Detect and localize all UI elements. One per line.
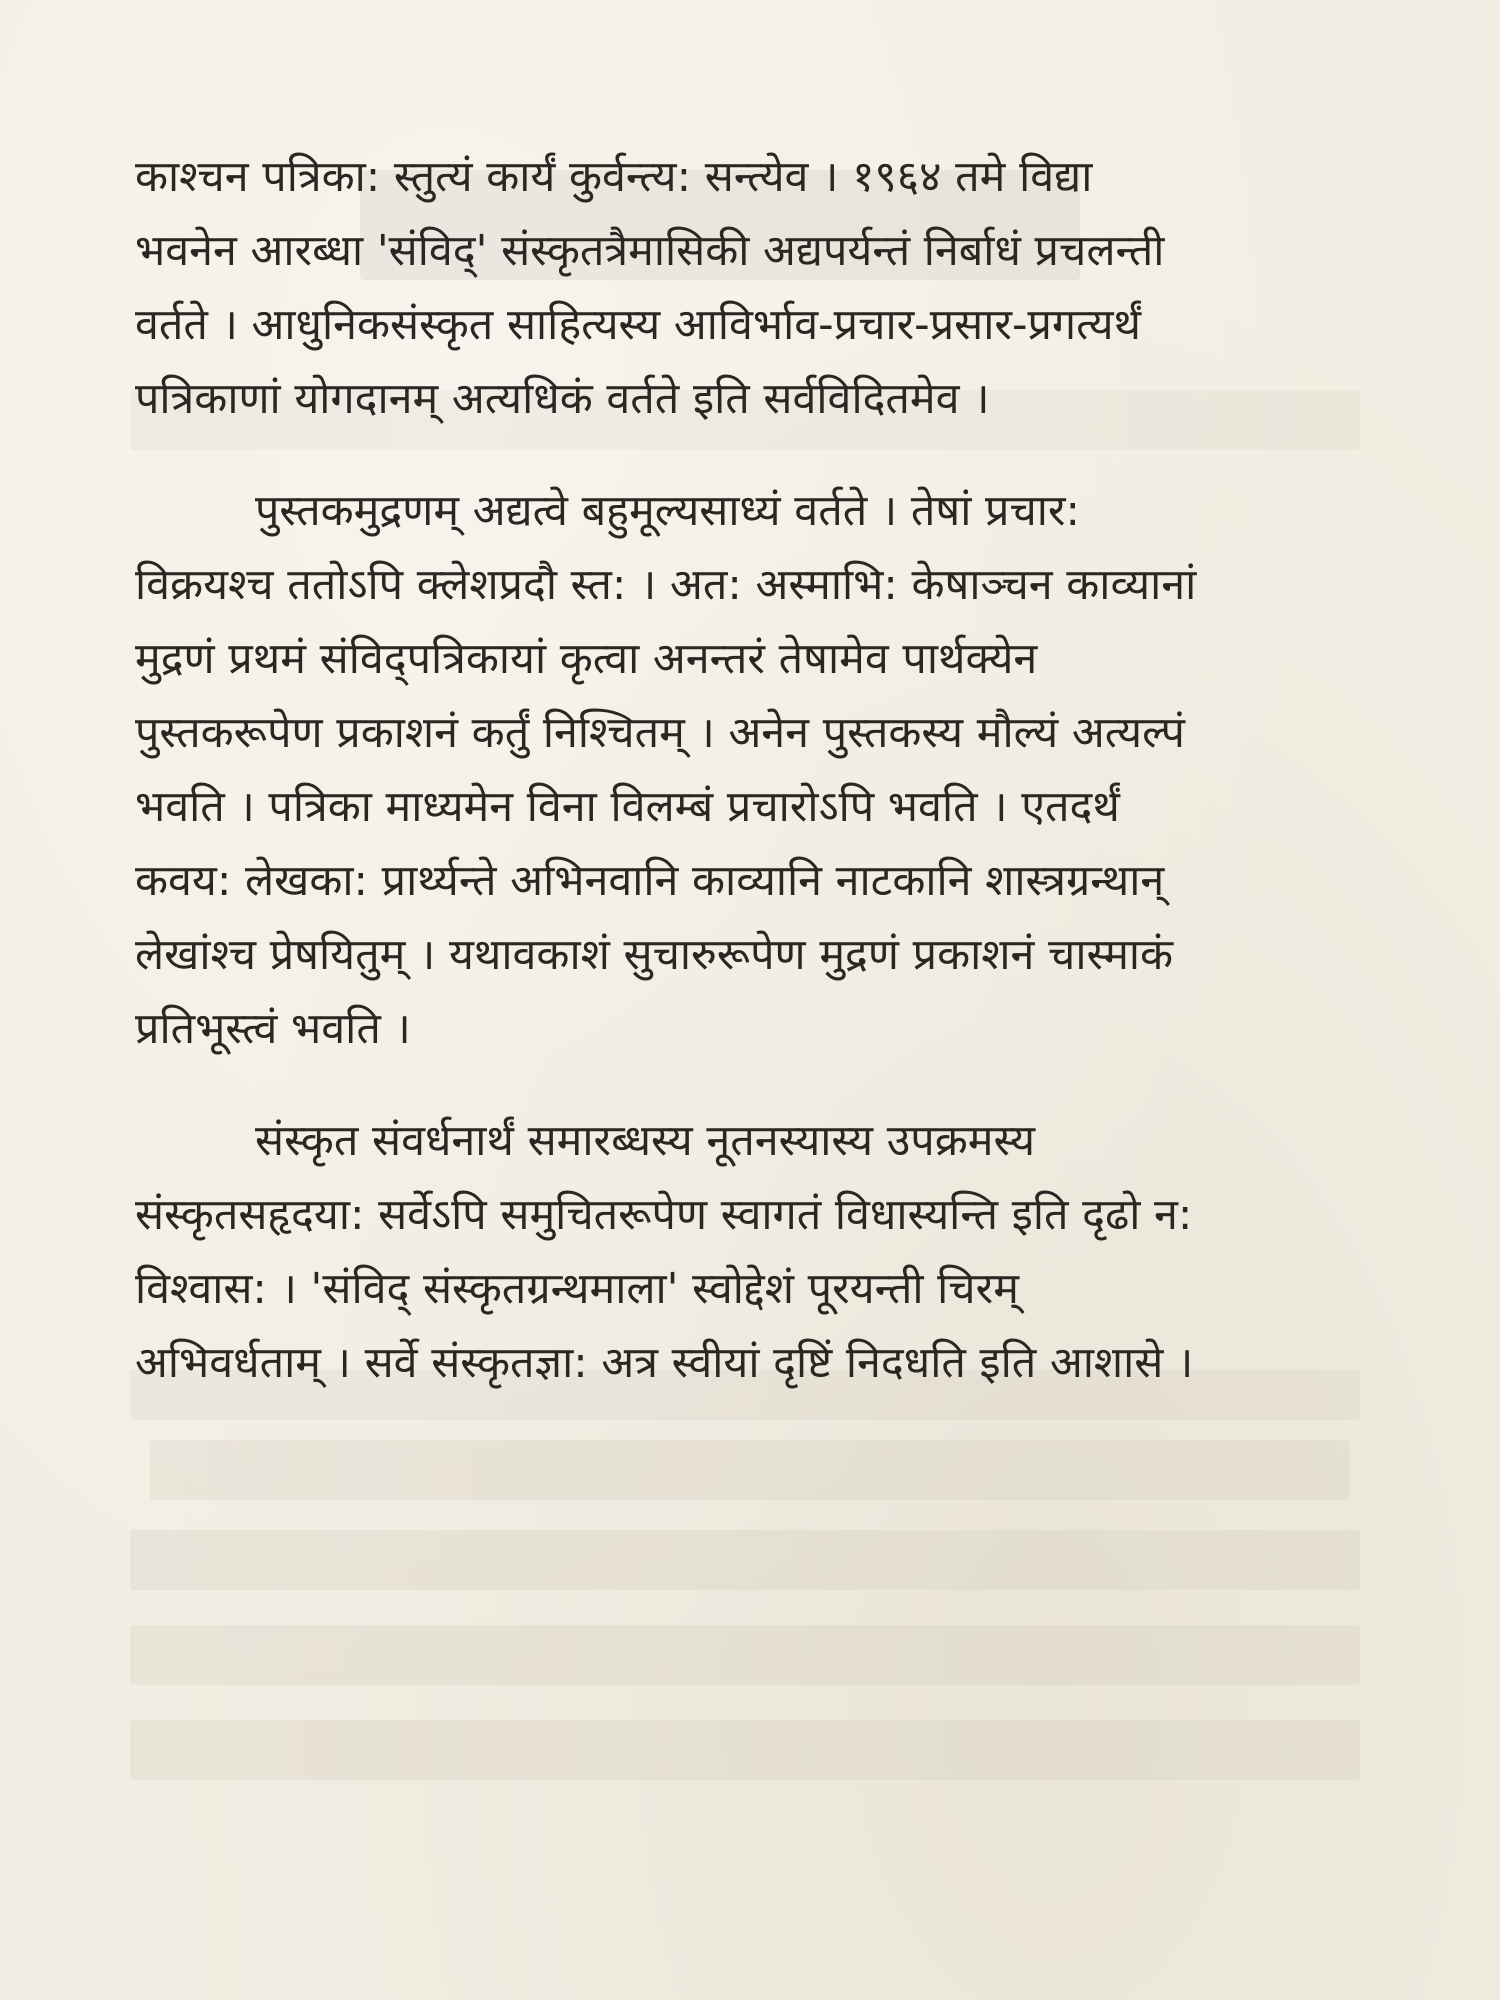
show-through-mark	[130, 1720, 1360, 1780]
show-through-mark	[130, 1625, 1360, 1685]
text-line: लेखांश्च प्रेषयितुम् । यथावकाशं सुचारुरूपेण मुद्रणं प्रकाशनं चास्माकं	[135, 930, 1174, 980]
text-line: कवय: लेखका: प्रार्थ्यन्ते अभिनवानि काव्यानि नाटकानि शास्त्रग्रन्थान्	[135, 856, 1165, 906]
text-line: भवनेन आरब्धा 'संविद्' संस्कृतत्रैमासिकी अद्यपर्यन्तं निर्बाधं प्रचलन्ती	[135, 226, 1165, 276]
paragraph-3	[135, 1104, 1370, 1400]
text-line: विश्वास: । 'संविद् संस्कृतग्रन्थमाला' स्वोद्देशं पूरयन्ती चिरम्	[135, 1264, 1019, 1314]
text-line: अभिवर्धताम् । सर्वे संस्कृतज्ञा: अत्र स्वीयां दृष्टिं निदधति इति आशासे ।	[135, 1338, 1194, 1388]
text-line: वर्तते । आधुनिकसंस्कृत साहित्यस्य आविर्भाव-प्रचार-प्रसार-प्रगत्यर्थं	[135, 300, 1142, 350]
text-line: संस्कृत संवर्धनार्थं समारब्धस्य नूतनस्यास्य उपक्रमस्य	[255, 1116, 1036, 1166]
text-line: पुस्तकरूपेण प्रकाशनं कर्तुं निश्चितम् । अनेन पुस्तकस्य मौल्यं अत्यल्पं	[135, 708, 1185, 758]
show-through-mark	[150, 1440, 1350, 1500]
text-line: काश्चन पत्रिका: स्तुत्यं कार्यं कुर्वन्त्य: सन्त्येव । १९६४ तमे विद्या	[135, 152, 1093, 202]
text-line: संस्कृतसहृदया: सर्वेऽपि समुचितरूपेण स्वागतं विधास्यन्ति इति दृढो न:	[135, 1190, 1193, 1240]
text-line: विक्रयश्च ततोऽपि क्लेशप्रदौ स्त: । अत: अस्माभि: केषाञ्चन काव्यानां	[135, 560, 1197, 610]
paragraph-2	[135, 474, 1370, 1066]
text-line: मुद्रणं प्रथमं संविद्पत्रिकायां कृत्वा अनन्तरं तेषामेव पार्थक्येन	[135, 634, 1038, 684]
text-line: पत्रिकाणां योगदानम् अत्यधिकं वर्तते इति सर्वविदितमेव ।	[135, 374, 990, 424]
text-line: भवति । पत्रिका माध्यमेन विना विलम्बं प्रचारोऽपि भवति । एतदर्थं	[135, 782, 1120, 832]
body-text	[135, 140, 1370, 1438]
show-through-mark	[130, 1530, 1360, 1590]
text-line: पुस्तकमुद्रणम् अद्यत्वे बहुमूल्यसाध्यं वर्तते । तेषां प्रचार:	[255, 486, 1081, 536]
text-line: प्रतिभूस्त्वं भवति ।	[135, 1004, 411, 1054]
paragraph-1	[135, 140, 1370, 436]
